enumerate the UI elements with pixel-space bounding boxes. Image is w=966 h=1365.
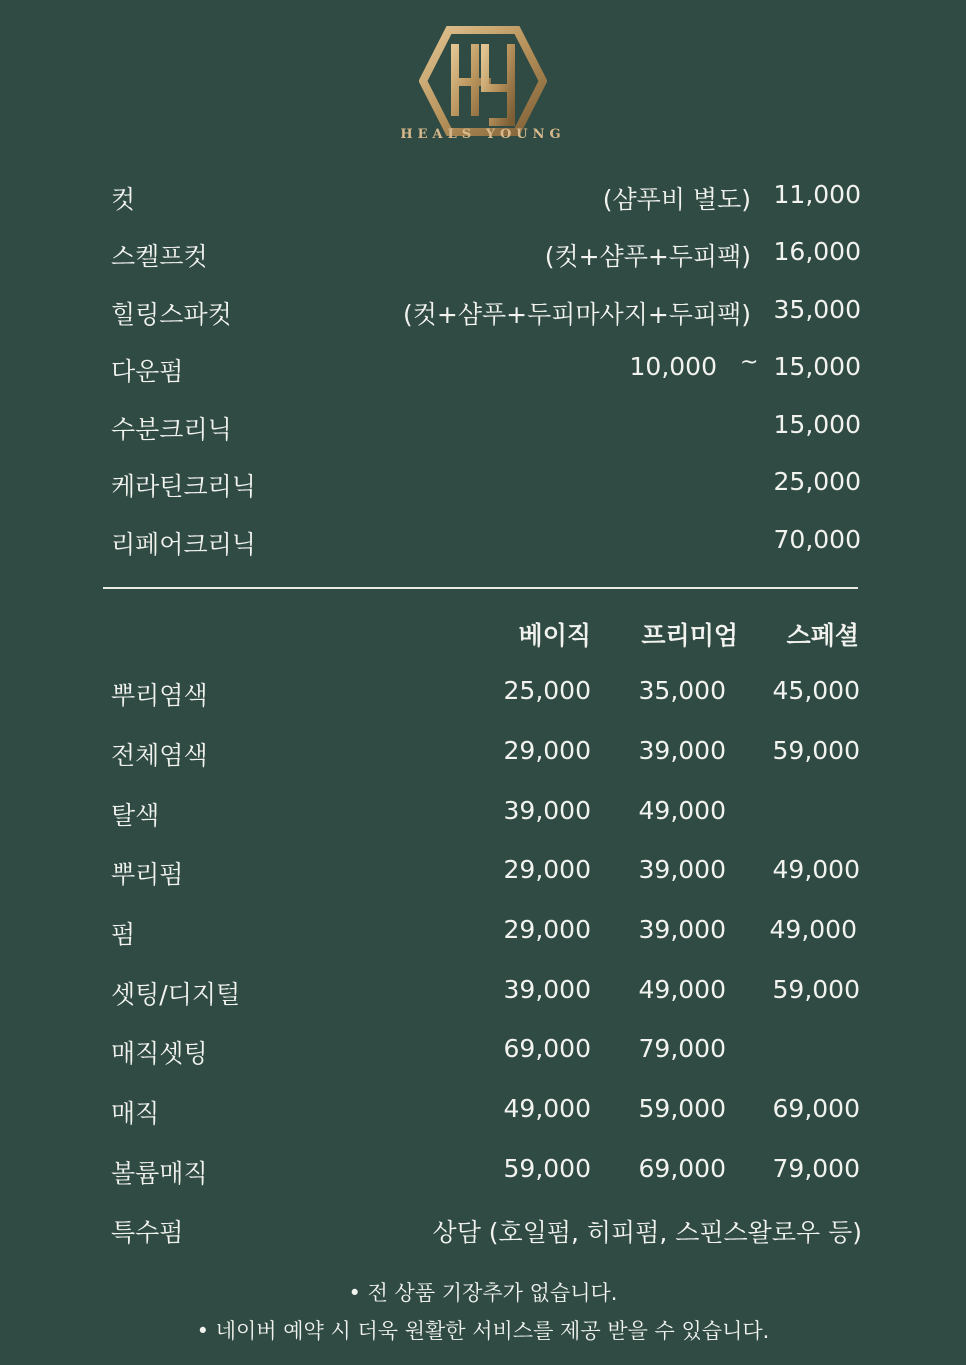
list-item (0, 525, 966, 565)
service-name: 셋팅/디지털 (111, 980, 241, 1009)
tier-header-premium: 프리미엄 (641, 621, 738, 650)
service-price: 25,000 (773, 467, 861, 496)
service-name: 리페어크리닉 (111, 530, 256, 559)
list-item (0, 352, 966, 392)
table-row (0, 855, 966, 895)
price-basic: 29,000 (503, 855, 591, 884)
table-row (0, 736, 966, 776)
consultation-note: 상담 (호일펌, 히피펌, 스핀스왈로우 등) (432, 1218, 862, 1247)
table-row (0, 975, 966, 1015)
price-basic: 39,000 (503, 975, 591, 1004)
service-name: 뿌리염색 (111, 681, 208, 710)
table-row (0, 1154, 966, 1194)
service-name: 수분크리닉 (111, 415, 232, 444)
service-name: 다운펌 (111, 357, 184, 386)
service-name: 전체염색 (111, 741, 208, 770)
service-name: 힐링스파컷 (111, 300, 232, 329)
service-note: (컷+샴푸+두피마사지+두피팩) (403, 300, 751, 329)
price-basic: 59,000 (503, 1154, 591, 1183)
service-price: 15,000 (773, 410, 861, 439)
price-special: 69,000 (772, 1094, 860, 1123)
hy-logo-icon (419, 26, 547, 136)
service-note: (샴푸비 별도) (602, 185, 751, 214)
service-price: 35,000 (773, 295, 861, 324)
table-row (0, 796, 966, 836)
service-price: 70,000 (773, 525, 861, 554)
price-premium: 39,000 (638, 736, 726, 765)
service-name: 뿌리펌 (111, 860, 184, 889)
service-name: 탈색 (111, 801, 160, 830)
price-basic: 39,000 (503, 796, 591, 825)
list-item (0, 467, 966, 507)
brand-name: HEALS YOUNG (400, 127, 566, 142)
price-premium: 35,000 (638, 676, 726, 705)
service-price: 15,000 (773, 352, 861, 381)
list-item (0, 410, 966, 450)
service-name: 스켈프컷 (111, 242, 208, 271)
tier-header-special: 스페셜 (786, 621, 859, 650)
price-basic: 25,000 (503, 676, 591, 705)
table-row (0, 1213, 966, 1253)
price-special: 49,000 (772, 855, 860, 884)
service-name: 펌 (111, 920, 136, 949)
range-tilde: ~ (740, 350, 759, 375)
footnote: • 전 상품 기장추가 없습니다. (348, 1281, 618, 1305)
brand-logo (0, 20, 966, 170)
price-basic: 29,000 (503, 736, 591, 765)
price-premium: 39,000 (638, 855, 726, 884)
table-row (0, 676, 966, 716)
price-special: 49,000 (769, 915, 857, 944)
price-special: 79,000 (772, 1154, 860, 1183)
footnote: • 네이버 예약 시 더욱 원활한 서비스를 제공 받을 수 있습니다. (196, 1319, 770, 1343)
service-price-from: 10,000 (629, 352, 717, 381)
price-premium: 39,000 (638, 915, 726, 944)
price-premium: 49,000 (638, 796, 726, 825)
price-special: 59,000 (772, 975, 860, 1004)
service-name: 컷 (111, 185, 136, 214)
section-divider (103, 587, 858, 589)
list-item (0, 180, 966, 220)
service-note: (컷+샴푸+두피팩) (544, 242, 751, 271)
table-row (0, 1094, 966, 1134)
list-item (0, 295, 966, 335)
price-premium: 59,000 (638, 1094, 726, 1123)
price-special: 59,000 (772, 736, 860, 765)
service-name: 매직셋팅 (111, 1039, 208, 1068)
list-item (0, 237, 966, 277)
service-name: 케라틴크리닉 (111, 472, 256, 501)
table-row (0, 915, 966, 955)
service-price: 11,000 (773, 180, 861, 209)
price-basic: 69,000 (503, 1034, 591, 1063)
tier-header-basic: 베이직 (518, 621, 591, 650)
price-basic: 49,000 (503, 1094, 591, 1123)
price-premium: 49,000 (638, 975, 726, 1004)
table-row (0, 1034, 966, 1074)
price-special: 45,000 (772, 676, 860, 705)
service-name: 특수펌 (111, 1218, 184, 1247)
service-name: 볼륨매직 (111, 1159, 208, 1188)
service-name: 매직 (111, 1099, 160, 1128)
price-basic: 29,000 (503, 915, 591, 944)
service-price: 16,000 (773, 237, 861, 266)
price-premium: 79,000 (638, 1034, 726, 1063)
price-premium: 69,000 (638, 1154, 726, 1183)
